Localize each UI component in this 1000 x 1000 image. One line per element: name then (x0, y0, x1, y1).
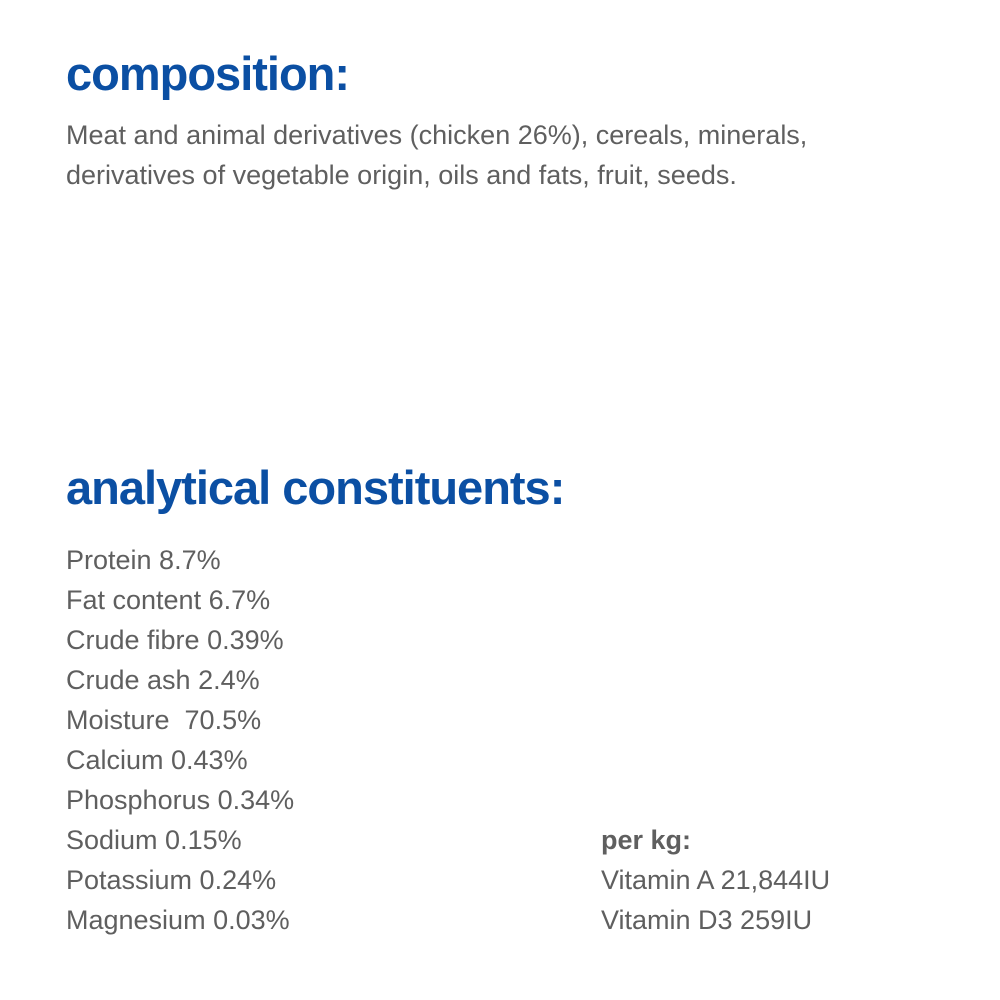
constituent-item: Fat content 6.7% (66, 585, 271, 615)
vitamin-item: Vitamin A 21,844IU (601, 865, 831, 895)
constituent-item: Moisture 70.5% (66, 705, 262, 735)
constituent-item: Potassium 0.24% (66, 865, 277, 895)
constituent-item: Magnesium 0.03% (66, 905, 290, 935)
per-kg-section (601, 820, 830, 940)
constituent-item: Protein 8.7% (66, 545, 221, 575)
constituent-item: Calcium 0.43% (66, 745, 248, 775)
analytical-constituents-heading: analytical constituents: (66, 461, 565, 514)
constituent-item: Phosphorus 0.34% (66, 785, 295, 815)
analytical-constituents-list (66, 540, 294, 940)
constituent-item: Sodium 0.15% (66, 825, 242, 855)
constituent-item: Crude fibre 0.39% (66, 625, 284, 655)
vitamins-list (601, 860, 830, 940)
vitamin-item: Vitamin D3 259IU (601, 905, 813, 935)
composition-text: Meat and animal derivatives (chicken 26%), cereals, minerals, derivatives of vegetable origin, oils and fats, fruit, seeds. (66, 120, 808, 190)
per-kg-heading: per kg: (601, 825, 692, 855)
composition-heading: composition: (66, 47, 350, 100)
constituent-item: Crude ash 2.4% (66, 665, 260, 695)
